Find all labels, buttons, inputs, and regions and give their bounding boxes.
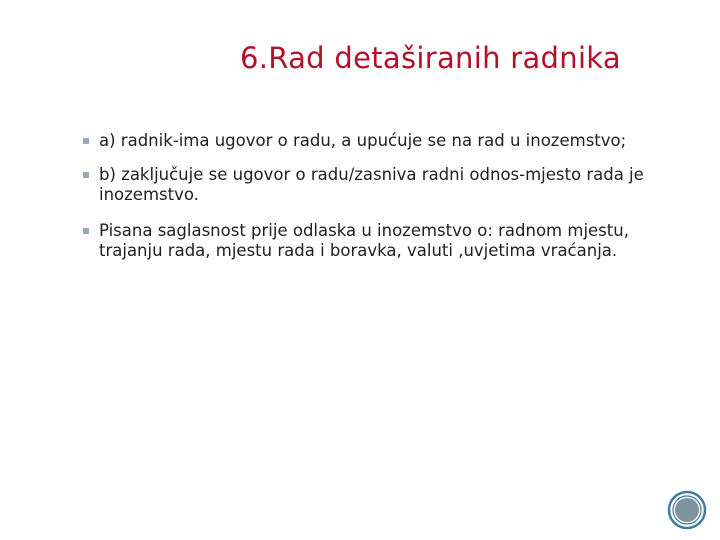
navigation-button[interactable] <box>667 490 707 530</box>
bullet-list <box>82 131 682 275</box>
square-bullet-icon <box>83 228 89 234</box>
bullet-item <box>82 131 682 151</box>
bullet-text: b) zaključuje se ugovor o radu/zasniva radni odnos-mjesto rada je inozemstvo. <box>99 165 644 204</box>
bullet-item <box>82 165 682 205</box>
bullet-text: a) radnik-ima ugovor o radu, a upućuje se na rad u inozemstvo; <box>99 131 627 150</box>
circle-nav-icon <box>667 490 707 530</box>
slide-title: 6.Rad detaširanih radnika <box>240 41 621 75</box>
bullet-text: Pisana saglasnost prije odlaska u inozemstvo o: radnom mjestu, trajanju rada, mjestu rada i boravka, valuti ,uvjetima vraćanja. <box>99 221 629 260</box>
square-bullet-icon <box>83 138 89 144</box>
square-bullet-icon <box>83 172 89 178</box>
bullet-item <box>82 221 682 261</box>
